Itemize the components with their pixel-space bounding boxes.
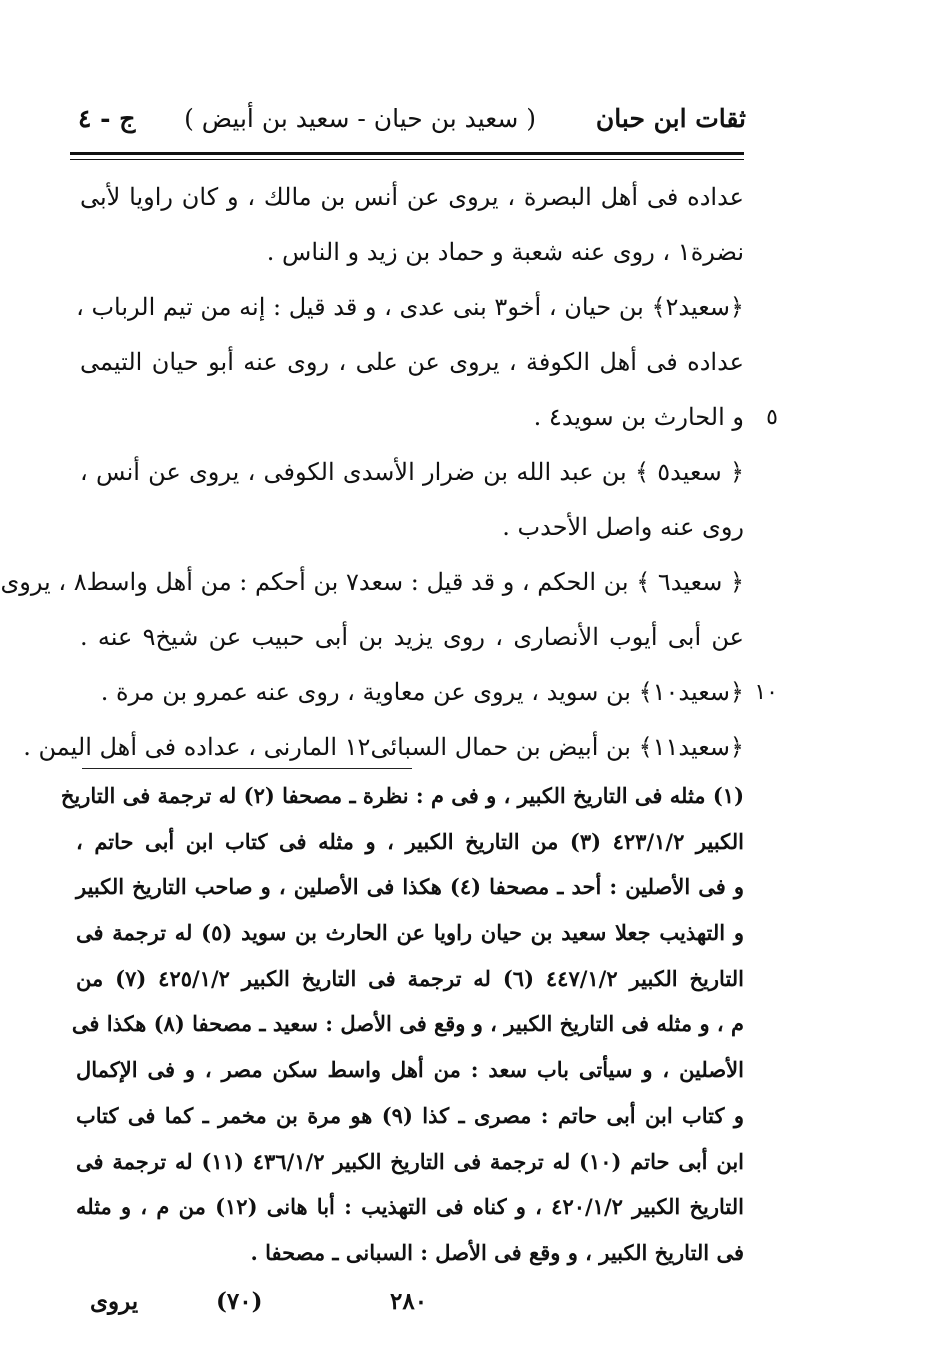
- footnote-line: فى التاريخ الكبير ، و وقع فى الأصل : السبانى ـ مصحفا .: [250, 1239, 744, 1265]
- footnote-line: م ، و مثله فى التاريخ الكبير ، و وقع فى الأصل : سعيد ـ مصحفا (٨) هكذا فى: [71, 1011, 744, 1037]
- footnote-line: التاريخ الكبير ٤٢٠/١/٢ ، و كناه فى التهذيب : أبا هانى (١٢) من م ، و مثله: [76, 1194, 744, 1220]
- page-footer: [90, 1288, 520, 1318]
- footnote-line: (١) مثله فى التاريخ الكبير ، و فى م : نظرة ـ مصحفا (٢) له ترجمة فى التاريخ: [60, 783, 744, 808]
- footnote-separator: [82, 768, 412, 769]
- book-title: ثقات ابن حبان: [595, 104, 746, 133]
- text-line: ﴿ سعيد٥ ﴾ بن عبد الله بن ضرار الأسدى الكوفى ، يروى عن أنس ،: [80, 458, 745, 486]
- main-text: [0, 170, 778, 775]
- footnote-line: ابن أبى حاتم (١٠) له ترجمة فى التاريخ الكبير ٤٣٦/١/٢ (١١) له ترجمة فى: [76, 1148, 744, 1174]
- text-line: نضرة١ ، روى عنه شعبة و حماد بن زيد و الناس .: [266, 238, 744, 266]
- text-line: عداده فى أهل الكوفة ، يروى عن على ، روى عنه أبو حيان التيمى: [80, 348, 744, 376]
- catchword: يروى: [90, 1288, 139, 1315]
- footnote-line: التاريخ الكبير ٤٤٧/١/٢ (٦) له ترجمة فى التاريخ الكبير ٤٢٥/١/٢ (٧) من: [76, 965, 745, 991]
- section-topic: ( سعيد بن حيان - سعيد بن أبيض ): [184, 104, 536, 133]
- text-line: عداده فى أهل البصرة ، يروى عن أنس بن مالك ، و كان راويا لأبى: [80, 183, 744, 211]
- text-line: ﴿سعيد٢﴾ بن حيان ، أخو٣ بنى عدى ، و قد قيل : إنه من تيم الرباب ،: [76, 293, 744, 321]
- volume-number: ج - ٤: [78, 104, 136, 133]
- text-line: ١٠ ﴿سعيد١٠﴾ بن سويد ، يروى عن معاوية ، روى عنه عمرو بن مرة .: [80, 665, 744, 720]
- signature-mark: (٧٠): [216, 1288, 263, 1315]
- footnote-line: و كتاب ابن أبى حاتم : مصرى ـ كذا (٩) هو مرة بن مخمر ـ كما فى كتاب: [76, 1102, 745, 1128]
- text-line: روى عنه واصل الأحدب .: [502, 513, 744, 541]
- text-line: ﴿سعيد١١﴾ بن أبيض بن حمال السبائى١٢ المارنى ، عداده فى أهل اليمن .: [23, 733, 744, 761]
- header-rule-thin: [70, 159, 744, 160]
- line-number: ٥: [766, 405, 778, 430]
- footnote-line: الكبير ٤٢٣/١/٢ (٣) من التاريخ الكبير ، و مثله فى كتاب ابن أبى حاتم ،: [76, 828, 745, 854]
- line-number: ١٠: [754, 680, 778, 705]
- page-number: ٢٨٠: [390, 1288, 428, 1315]
- text-line: ﴿ سعيد٦ ﴾ بن الحكم ، و قد قيل : سعد٧ بن أحكم : من أهل واسط٨ ، يروى: [0, 568, 744, 596]
- text-line: ٥ و الحارث بن سويد٤ .: [80, 390, 744, 445]
- footnote-line: الأصلين ، و سيأتى باب سعد : من أهل واسط سكن مصر ، و فى الإكمال: [76, 1057, 744, 1083]
- running-header: [78, 104, 746, 148]
- footnote-line: و التهذيب جعلا سعيد بن حيان راويا عن الحارث بن سويد (٥) له ترجمة فى: [76, 920, 744, 946]
- text-line: عن أبى أيوب الأنصارى ، روى يزيد بن أبى حبيب عن شيخ٩ عنه .: [80, 623, 745, 651]
- footnotes: [60, 773, 745, 1276]
- footnote-line: و فى الأصلين : أحد ـ مصحفا (٤) هكذا فى الأصلين ، و صاحب التاريخ الكبير: [76, 874, 744, 900]
- header-rule-thick: [70, 152, 744, 155]
